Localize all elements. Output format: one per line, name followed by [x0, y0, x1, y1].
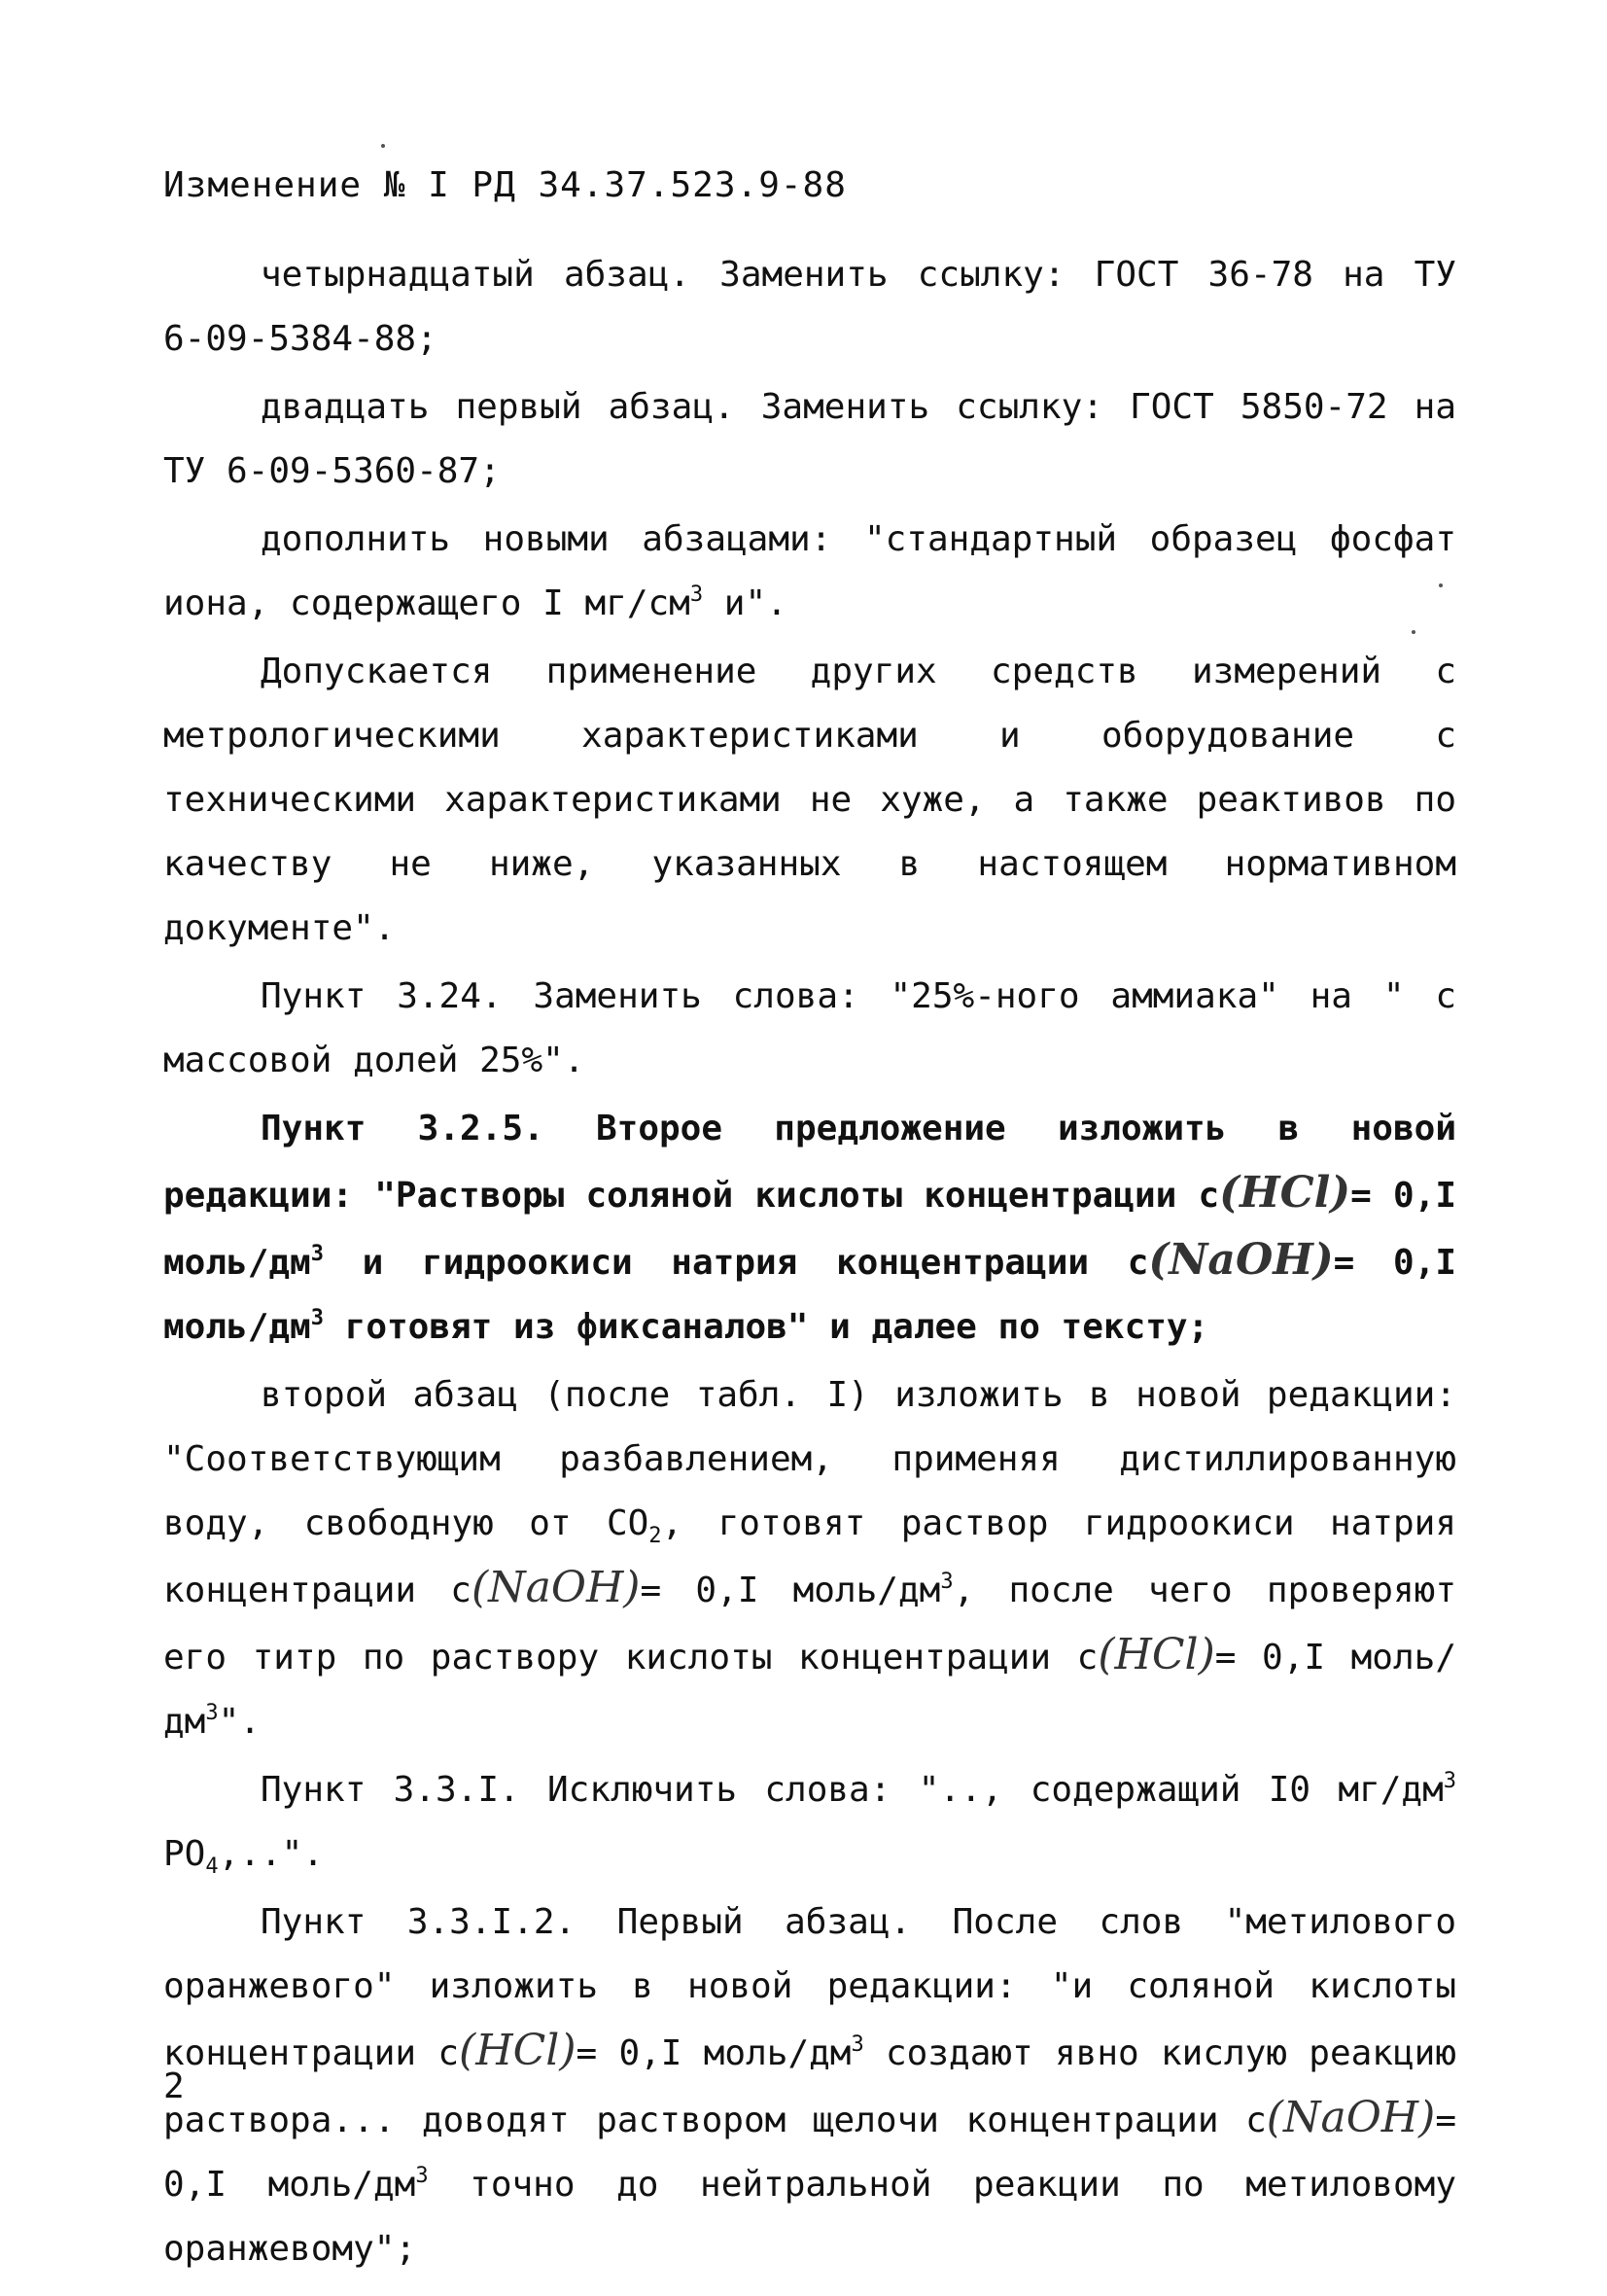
subscript: 4 [205, 1854, 219, 1879]
paragraph-6-text: и гидроокиси натрия концентрации с [323, 1243, 1149, 1283]
paragraph-6-text: готовят из фиксаналов" и далее по тексту; [323, 1307, 1209, 1347]
paragraph-8-text: ,..". [218, 1834, 324, 1874]
paragraph-6 [163, 1097, 1456, 1360]
paragraph-9-text: Пункт 3.3.I.2. Первый абзац. После слов "метилового оранжевого" изложить в новой редакции: "и соляной кислоты концентрации с [163, 1902, 1456, 2073]
document-header: Изменение № I РД 34.37.523.9-88 [163, 165, 847, 205]
paragraph-3 [163, 508, 1456, 636]
paragraph-6-text: = 0,I моль/дм [163, 1243, 1456, 1347]
paragraph-7-text: ". [218, 1702, 261, 1742]
superscript: 3 [415, 2164, 429, 2188]
paragraph-9-text: = 0,I моль/дм [163, 2101, 1456, 2205]
paragraph-4: Допускается применение других средств измерений с метрологическими характеристиками и оборудование с техническими характеристиками не хуже, а также реактивов по качеству не ниже, указанных в настоящем нормативном документе". [163, 652, 1456, 948]
paragraph-7-text: = 0,I моль/дм [163, 1638, 1456, 1742]
paragraph-9-text: = 0,I моль/дм [576, 2033, 852, 2073]
handwritten-formula: (HCl) [1098, 1630, 1215, 1679]
handwritten-formula: (HCl) [1219, 1168, 1351, 1218]
superscript: 3 [940, 1570, 954, 1594]
paragraph-6-text: = 0,I моль/дм [163, 1176, 1456, 1283]
paragraph-9 [163, 1890, 1456, 2281]
subscript: 2 [648, 1524, 662, 1548]
paragraph-8-text: PO [163, 1834, 206, 1874]
document-body [163, 243, 1456, 2281]
superscript: 3 [851, 2032, 864, 2057]
scan-speck [381, 144, 385, 148]
paragraph-7-text: , после чего проверяют его титр по раствору кислоты концентрации с [163, 1571, 1456, 1678]
paragraph-6-text: Пункт 3.2.5. Второе предложение изложить в новой редакции: "Растворы соляной кислоты концентрации с [163, 1109, 1456, 1216]
superscript: 3 [310, 1306, 324, 1330]
paragraph-3-text: дополнить новыми абзацами: "стандартный образец фосфат иона, содержащего I мг/см [163, 519, 1456, 623]
paragraph-8 [163, 1758, 1456, 1887]
handwritten-formula: (NaOH) [1266, 2093, 1436, 2142]
paragraph-1: четырнадцатый абзац. Заменить ссылку: ГОСТ 36-78 на ТУ 6-09-5384-88; [163, 255, 1456, 359]
handwritten-formula: (NaOH) [1148, 1235, 1334, 1285]
page-number: 2 [163, 2066, 185, 2106]
paragraph-7-text: , готовят раствор гидроокиси натрия концентрации с [163, 1503, 1456, 1610]
superscript: 3 [205, 1701, 219, 1725]
superscript: 3 [689, 583, 704, 607]
paragraph-9-text: создают явно кислую реакцию раствора... доводят раствором щелочи концентрации с [163, 2033, 1456, 2140]
paragraph-3-end: и". [703, 583, 787, 623]
superscript: 3 [1443, 1769, 1456, 1793]
scan-speck [1439, 583, 1443, 587]
paragraph-9-text: точно до нейтральной реакции по метиловому оранжевому"; [163, 2165, 1456, 2269]
paragraph-5: Пункт 3.24. Заменить слова: "25%-ного аммиака" на " с массовой долей 25%". [163, 976, 1456, 1080]
paragraph-7-text: = 0,I моль/дм [640, 1571, 941, 1610]
handwritten-formula: (NaOH) [471, 1563, 641, 1612]
paragraph-7-text: второй абзац (после табл. I) изложить в новой редакции: "Соответствующим разбавлением, применяя дистиллированную воду, свободную от CO [163, 1375, 1456, 1543]
scan-speck [1412, 630, 1415, 634]
paragraph-2: двадцать первый абзац. Заменить ссылку: ГОСТ 5850-72 на ТУ 6-09-5360-87; [163, 387, 1456, 491]
paragraph-7 [163, 1363, 1456, 1754]
paragraph-8-text: Пункт 3.3.I. Исключить слова: ".., содержащий I0 мг/дм [261, 1770, 1444, 1810]
handwritten-formula: (HCl) [459, 2026, 576, 2075]
superscript: 3 [310, 1242, 324, 1266]
